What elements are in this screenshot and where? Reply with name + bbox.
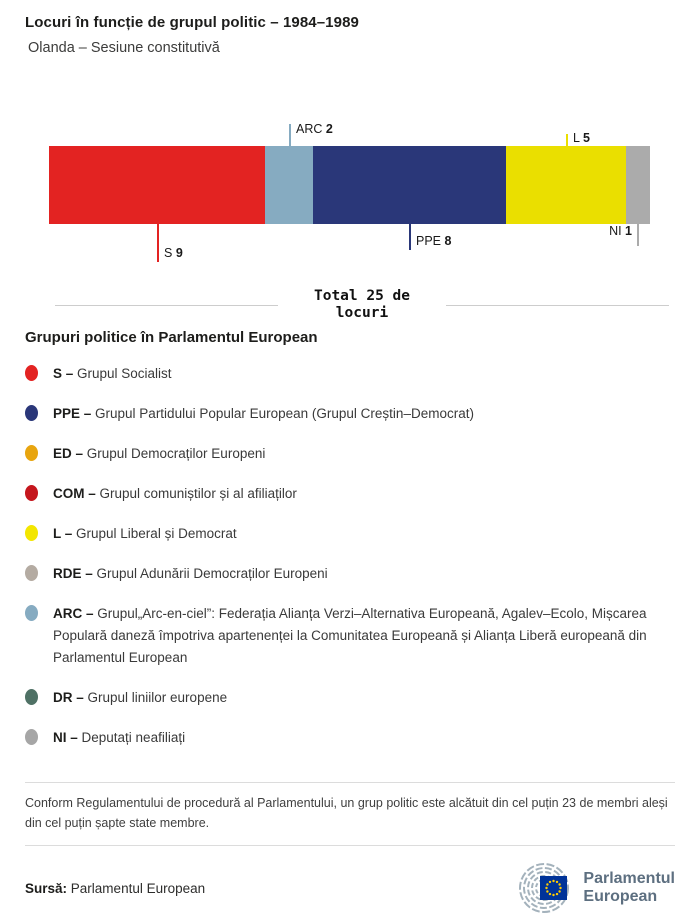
ppe-segment-label: PPE 8 <box>416 234 452 248</box>
legend-item-ed <box>25 443 675 465</box>
legend-item-rde <box>25 563 675 585</box>
legend-item-label: COM – Grupul comuniștilor și al afiliaților <box>53 486 297 501</box>
legend-color-dot <box>25 445 38 461</box>
legend-item-label: NI – Deputați neafiliați <box>53 730 186 745</box>
ppe-tick-line <box>409 224 411 250</box>
total-seats-row <box>55 288 669 322</box>
legend-item-label: PPE – Grupul Partidului Popular European (Grupul Creștin–Democrat) <box>53 406 474 421</box>
bar-segment-l <box>506 146 626 224</box>
legend-item-label: ED – Grupul Democraților Europeni <box>53 446 266 461</box>
legend-item-label: ARC – Grupul„Arc-en-ciel”: Federația Alianța Verzi–Alternativa Europeană, Agalev–Ecolo, Mișcarea Populară daneză împotriva apartenenței la Comunitatea Europeană și Alianța Liberă europeană din Parlamentul European <box>53 606 647 665</box>
source-text: Sursă: Parlamentul European <box>25 880 206 896</box>
ep-hemicycle-icon <box>500 863 576 913</box>
s-tick-line <box>157 224 159 262</box>
bar-segment-s <box>49 146 265 224</box>
total-right-rule <box>446 305 669 306</box>
legend-item-com <box>25 483 675 505</box>
seat-bar <box>49 146 650 224</box>
l-tick-line <box>566 134 568 146</box>
ni-segment-label: NI 1 <box>609 224 632 238</box>
bar-segment-ni <box>626 146 650 224</box>
ep-logo <box>500 863 675 913</box>
arc-tick-line <box>289 124 291 146</box>
total-seats-label: Total 25 de locuri <box>313 288 411 321</box>
legend-color-dot <box>25 525 38 541</box>
seats-chart <box>49 122 650 272</box>
legend-item-label: DR – Grupul liniilor europene <box>53 690 228 705</box>
arc-segment-label: ARC 2 <box>296 122 333 136</box>
total-left-rule <box>55 305 278 306</box>
footnote: Conform Regulamentului de procedură al Parlamentului, un grup politic este alcătuit din cel puțin 23 de membri aleși din cel puțin șapte state membre. <box>25 782 675 846</box>
legend-item-s <box>25 363 675 385</box>
legend-item-l <box>25 523 675 545</box>
s-segment-label: S 9 <box>164 246 183 260</box>
page-title: Locuri în funcție de grupul politic – 1984–1989 <box>25 14 359 31</box>
ni-tick-line <box>637 224 639 246</box>
legend-item-ni <box>25 727 675 749</box>
ep-logo-text: Parlamentul European <box>583 870 675 905</box>
eu-flag-icon <box>540 876 567 900</box>
legend-item-label: S – Grupul Socialist <box>53 366 172 381</box>
source-row <box>25 863 675 913</box>
bar-segment-ppe <box>313 146 505 224</box>
legend-color-dot <box>25 729 38 745</box>
legend-color-dot <box>25 565 38 581</box>
legend-color-dot <box>25 689 38 705</box>
legend-color-dot <box>25 485 38 501</box>
legend-item-arc <box>25 603 675 669</box>
legend-item-dr <box>25 687 675 709</box>
legend-color-dot <box>25 605 38 621</box>
l-segment-label: L 5 <box>573 131 590 145</box>
bar-segment-arc <box>265 146 313 224</box>
page-subtitle: Olanda – Sesiune constitutivă <box>28 40 220 56</box>
legend-list <box>25 363 675 749</box>
legend-item-ppe <box>25 403 675 425</box>
legend-item-label: RDE – Grupul Adunării Democraților Europeni <box>53 566 328 581</box>
legend-item-label: L – Grupul Liberal și Democrat <box>53 526 237 541</box>
legend-color-dot <box>25 405 38 421</box>
legend-heading: Grupuri politice în Parlamentul European <box>25 329 318 346</box>
legend-color-dot <box>25 365 38 381</box>
